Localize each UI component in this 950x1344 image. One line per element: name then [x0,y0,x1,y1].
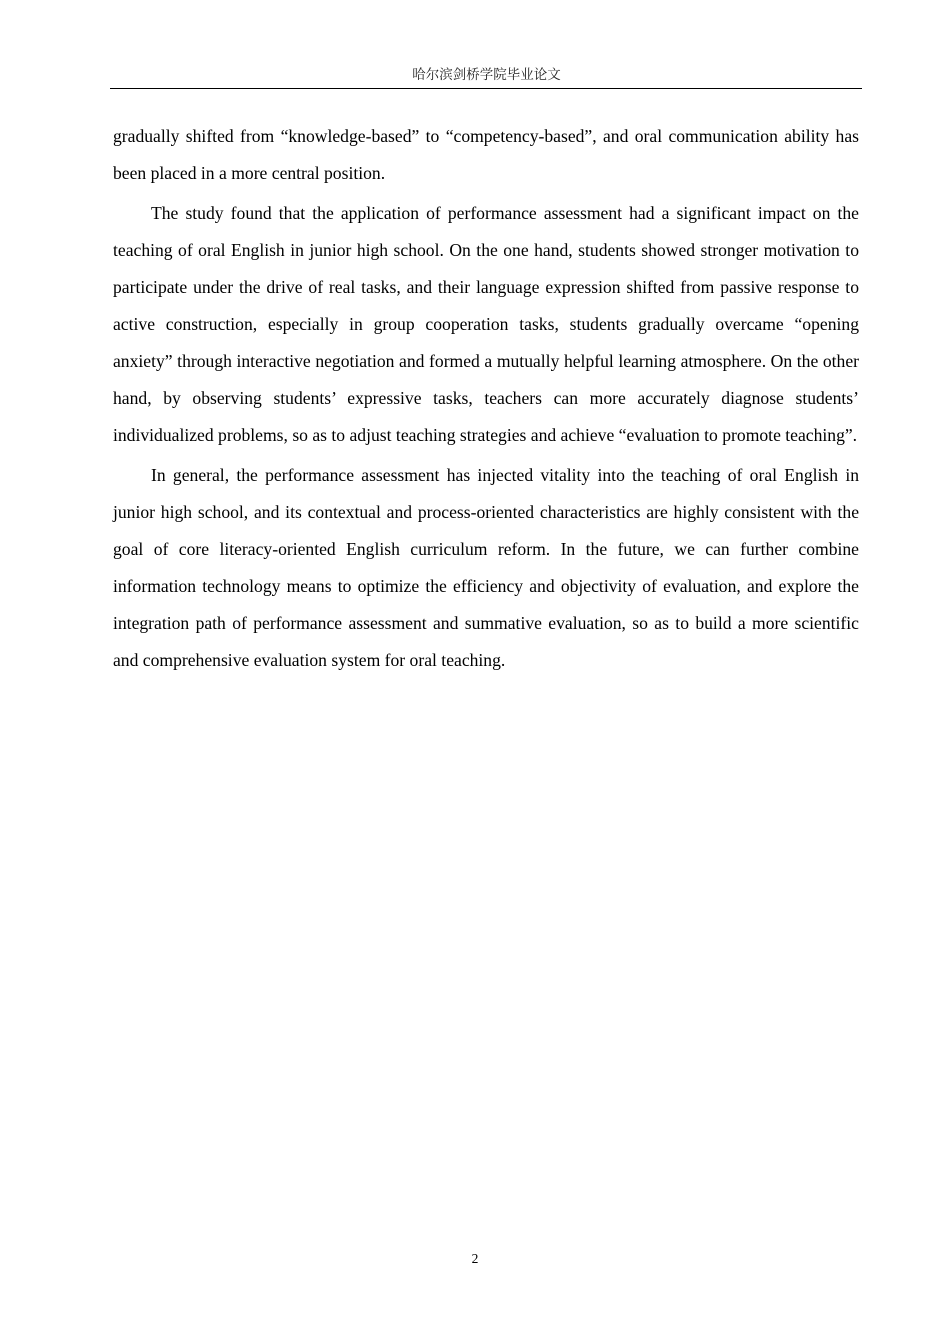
paragraph-continuation: gradually shifted from “knowledge-based” to “competency-based”, and oral communication ability has been placed in a more central position. [113,126,859,183]
running-header: 哈尔滨剑桥学院毕业论文 [412,67,561,83]
page-number: 2 [471,1251,479,1266]
paragraph-conclusion: In general, the performance assessment has injected vitality into the teaching of oral English in junior high school, and its contextual and process-oriented characteristics are highly consistent with the goal of core literacy-oriented English curriculum reform. In the future, we can further combine information technology means to optimize the efficiency and objectivity of evaluation, and explore the integration path of performance assessment and summative evaluation, so as to build a more scientific and comprehensive evaluation system for oral teaching. [113,465,859,670]
paragraph-study-findings: The study found that the application of performance assessment had a significant impact on the teaching of oral English in junior high school. On the one hand, students showed stronger motivation to participate under the drive of real tasks, and their language expression shifted from passive response to active construction, especially in group cooperation tasks, students gradually overcame “opening anxiety” through interactive negotiation and formed a mutually helpful learning atmosphere. On the other hand, by observing students’ expressive tasks, teachers can more accurately diagnose students’ individualized problems, so as to adjust teaching strategies and achieve “evaluation to promote teaching”. [113,203,859,445]
body-text [113,118,859,682]
header-divider [110,88,862,89]
